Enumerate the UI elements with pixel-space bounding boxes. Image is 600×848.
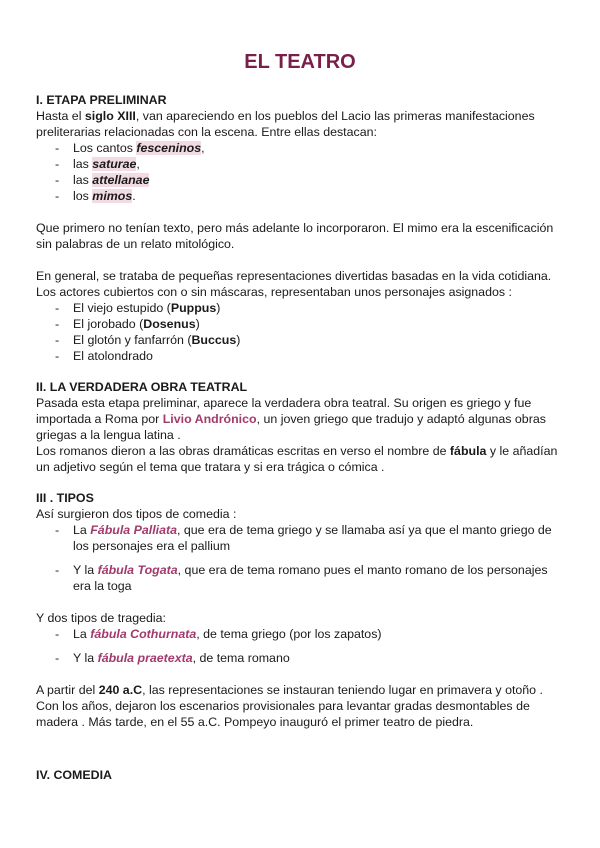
paragraph: Los romanos dieron a las obras dramáticas escritas en verso el nombre de fábula y le añadían un adjetivo según el tema que tratara y si era trágica o cómica . (36, 444, 558, 474)
list-item: - El atolondrado (36, 348, 564, 364)
section-obra-teatral (36, 379, 564, 475)
list-item: - Los cantos fesceninos, (36, 140, 564, 156)
section-heading: II. LA VERDADERA OBRA TEATRAL (36, 380, 248, 394)
list (36, 140, 564, 204)
list-item: - La Fábula Palliata, que era de tema griego y se llamaba así ya que el manto griego de los personajes era el pallium (36, 522, 564, 554)
list (36, 522, 564, 594)
list-item: - El glotón y fanfarrón (Buccus) (36, 332, 564, 348)
paragraph: En general, se trataba de pequeñas representaciones divertidas basadas en la vida cotidiana. Los actores cubiertos con o sin máscaras, representaban unos personajes asignados : (36, 269, 552, 299)
section-heading: I. ETAPA PRELIMINAR (36, 93, 167, 107)
list-item: - El viejo estupido (Puppus) (36, 300, 564, 316)
list-item: - La fábula Cothurnata, de tema griego (por los zapatos) (36, 626, 564, 642)
paragraph: Hasta el siglo XIII, van apareciendo en los pueblos del Lacio las primeras manifestaciones preliterarias relacionadas con la escena. Entre ellas destacan: (36, 109, 535, 139)
paragraph: Así surgieron dos tipos de comedia : (36, 507, 237, 521)
list-item: - las attellanae (36, 172, 564, 188)
paragraph: A partir del 240 a.C, las representaciones se instauran teniendo lugar en primavera y otoño . Con los años, dejaron los escenarios provisionales para levantar gradas desmontables de madera . Más tarde, en el 55 a.C. Pompeyo inauguró el primer teatro de piedra. (36, 683, 543, 729)
section-comedia (36, 767, 564, 783)
list-item: - El jorobado (Dosenus) (36, 316, 564, 332)
paragraph: Y dos tipos de tragedia: (36, 611, 166, 625)
paragraph: Pasada esta etapa preliminar, aparece la verdadera obra teatral. Su origen es griego y fue importada a Roma por Livio Andrónico, un joven griego que tradujo y adaptó algunas obras griegas a la lengua latina . (36, 396, 546, 442)
section-heading: III . TIPOS (36, 491, 94, 505)
section-etapa-preliminar (36, 92, 564, 364)
author-name: Livio Andrónico (162, 412, 257, 426)
page-title: EL TEATRO (244, 51, 356, 73)
list-item: - Y la fábula praetexta, de tema romano (36, 650, 564, 666)
list (36, 300, 564, 364)
section-heading: IV. COMEDIA (36, 768, 112, 782)
paragraph: Que primero no tenían texto, pero más adelante lo incorporaron. El mimo era la escenificación sin palabras de un relato mitológico. (36, 221, 554, 251)
list-item: - los mimos. (36, 188, 564, 204)
list-item: - Y la fábula Togata, que era de tema romano pues el manto romano de los personajes era la toga (36, 562, 564, 594)
list (36, 626, 564, 666)
list-item: - las saturae, (36, 156, 564, 172)
section-tipos (36, 490, 564, 730)
